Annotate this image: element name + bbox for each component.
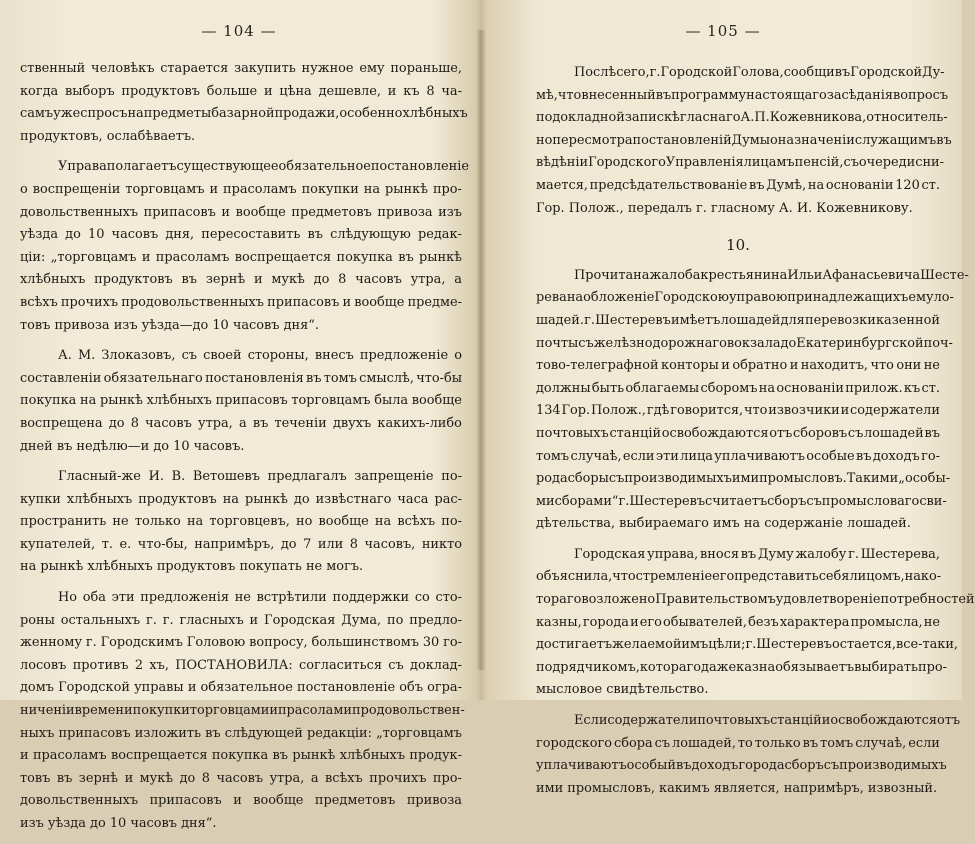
text-line: Послѣ сего, г. Городской Голова, сообщивъ Городской Ду- [574, 65, 945, 80]
text-line: вcѣхъ прочихъ продовольственныхъ припасовъ и вообще предме- [20, 294, 462, 310]
text-line: дѣтельства, выбираемаго имъ на содержаніе лошадей. [536, 516, 911, 532]
text-line: составленіи обязательнаго постановленія въ томъ смыслѣ, что-бы [20, 370, 462, 386]
text-line: купки хлѣбныхъ продуктовъ на рынкѣ до извѣстнаго часа рас- [20, 491, 462, 507]
text-line: А. М. Злоказовъ, съ своей стороны, внесъ предложеніе о [58, 348, 462, 364]
text-line: мается, предсѣдательствованіе въ Думѣ, на основаніи 120 ст. [536, 177, 940, 193]
text-line: хлѣбныхъ продуктовъ въ зернѣ и мукѣ до 8 часовъ утра, а [20, 272, 462, 288]
text-line: Гор. Полож., передалъ г. гласному А. И. Кожевникову. [536, 200, 913, 216]
text-line: ими промысловъ, какимъ является, напримѣръ, извозный. [536, 780, 938, 796]
text-line: Гласный-же И. В. Ветошевъ предлагалъ запрещеніе по- [58, 469, 462, 485]
page-number-left: — 104 — [201, 22, 277, 40]
text-line: пространить не только на торговцевъ, но вообще на всѣхъ по- [20, 514, 462, 530]
text-line: мѣ, что внесенный въ программу настоящаго засѣданія вопросъ [536, 87, 949, 103]
text-line: довольственныхъ припасовъ и вообще предметовъ привоза изъ [20, 204, 462, 220]
text-line: женному г. Городскимъ Головою вопросу, большинствомъ 30 го- [20, 635, 462, 651]
text-line: достигаетъ желаемой имъ цѣли; г. Шестеревъ остается, все-таки, [536, 637, 959, 653]
text-line: воспрещена до 8 часовъ утра, а въ теченіи двухъ какихъ-либо [20, 415, 462, 431]
text-line: томъ случаѣ, если эти лица уплачиваютъ особые въ доходъ го- [536, 448, 940, 464]
section-number: 10. [726, 236, 750, 255]
right-page-text [536, 62, 975, 808]
text-line: рода сборы съ производимыхъ ими промысловъ. Такими „особы- [536, 471, 951, 487]
text-line: почтовыхъ станцій освобождаются отъ сборовъ съ лошадей въ [536, 425, 940, 441]
text-line: купателей, т. е. что-бы, напримѣръ, до 7 или 8 часовъ, никто [20, 536, 462, 552]
text-line: роны остальныхъ г. г. гласныхъ и Городская Дума, по предло- [20, 612, 462, 628]
text-line: лосовъ противъ 2 хъ, ПОСТАНОВИЛА: согласиться съ доклад- [20, 657, 462, 673]
text-line: тораго возложено Правительствомъ удовлетвореніе потребностей [536, 592, 975, 608]
right-page [484, 0, 975, 796]
text-line: товъ привоза изъ уѣзда—до 10 часовъ дня“. [20, 317, 319, 333]
text-line: вѣдѣніи Городского Управленія лицамъ пенсій, съ очереди сни- [536, 155, 944, 171]
text-line: 134 Гор. Полож., гдѣ говорится, что извозчики и содержатели [536, 403, 940, 419]
page-number-right: — 105 — [685, 22, 761, 40]
text-line: городского сбора съ лошадей, то только въ томъ случаѣ, если [536, 735, 940, 751]
text-line: и прасоламъ воспрещается покупка въ рынкѣ хлѣбныхъ продук- [20, 748, 462, 764]
text-line: изъ уѣзда до 10 часовъ дня“. [20, 816, 217, 831]
text-line: но пересмотра постановленій Думы о назначеніи служащимъ въ [536, 132, 952, 148]
text-line: почты съ желѣзнодорожнаго вокзала до Екатеринбургской поч- [536, 335, 953, 351]
text-line: товъ въ зернѣ и мукѣ до 8 часовъ утра, а вcѣхъ прочихъ про- [20, 770, 462, 786]
text-line: продуктовъ, ослабѣваетъ. [20, 128, 196, 144]
text-line: Городская управа, внося въ Думу жалобу г. Шестерева, [574, 546, 940, 562]
text-line: объяснила, что стремленіе его представить себя лицомъ, на ко- [536, 569, 942, 585]
text-line: по докладной запискѣ гласнаго А. П. Кожевникова, относитель- [536, 110, 948, 126]
text-line: самъ уже спросъ на предметы базарной продажи, особенно хлѣбныхъ [20, 106, 468, 122]
text-line: ниченіи времени покупки торговцами и прасолами продовольствен- [20, 703, 465, 719]
text-line: подрядчикомъ, котораго даже казна обязываетъ выбирать про- [536, 659, 948, 675]
text-line: на рынкѣ хлѣбныхъ продуктовъ покупать не могъ. [20, 559, 364, 575]
text-line: тово-телеграфной конторы и обратно и находитъ, что они не [536, 358, 940, 374]
text-line: рева на обложеніе Городскою управою принадлежащихъ ему ло- [536, 290, 954, 306]
text-line: ныхъ припасовъ изложить въ слѣдующей редакціи: „торговцамъ [20, 725, 462, 741]
text-line: казны, города и его обывателей, безъ характера промысла, не [536, 614, 940, 630]
text-line: Если содержатели почтовыхъ станцій и освобождаются отъ [574, 713, 961, 729]
text-line: покупка на рынкѣ хлѣбныхъ припасовъ торговцамъ была вообще [20, 393, 462, 409]
left-page [0, 0, 478, 831]
text-line: домъ Городской управы и обязательное постановленіе объ огра- [20, 680, 462, 696]
text-line: уѣзда до 10 часовъ дня, пересоставить въ слѣдующую редак- [20, 227, 462, 243]
text-line: ственный человѣкъ старается закупить нужное ему пораньше, [20, 61, 462, 76]
text-line: о воспрещеніи торговцамъ и прасоламъ покупки на рынкѣ про- [20, 181, 462, 197]
text-line: должны быть облагаемы сборомъ на основаніи прилож. къ ст. [536, 380, 940, 396]
text-line: уплачиваютъ особый въ доходъ города сборъ съ производимыхъ [536, 758, 947, 774]
text-line: Но оба эти предложенія не встрѣтили поддержки со сто- [58, 590, 462, 606]
text-line: Управа полагаетъ существующее обязательное постановленіе [58, 159, 470, 175]
text-line: дней въ недѣлю—и до 10 часовъ. [20, 438, 245, 454]
text-line: когда выборъ продуктовъ больше и цѣна дешевле, и къ 8 ча- [20, 83, 462, 99]
text-line: шадей. г. Шестеревъ имѣетъ лошадей для перевозки казенной [536, 312, 940, 328]
left-page-text [20, 58, 470, 844]
text-line: довольственныхъ припасовъ и вообще предметовъ привоза [20, 793, 462, 809]
text-line: ціи: „торговцамъ и прасоламъ воспрещается покупка въ рынкѣ [20, 249, 462, 265]
text-line: мысловое свидѣтельство. [536, 682, 709, 698]
text-line: ми сборами“ г. Шестеревъ считаетъ сборъ съ промысловаго сви- [536, 493, 947, 509]
text-line: Прочитана жалоба крестьянина Ильи Афанасьевича Шесте- [574, 267, 969, 283]
